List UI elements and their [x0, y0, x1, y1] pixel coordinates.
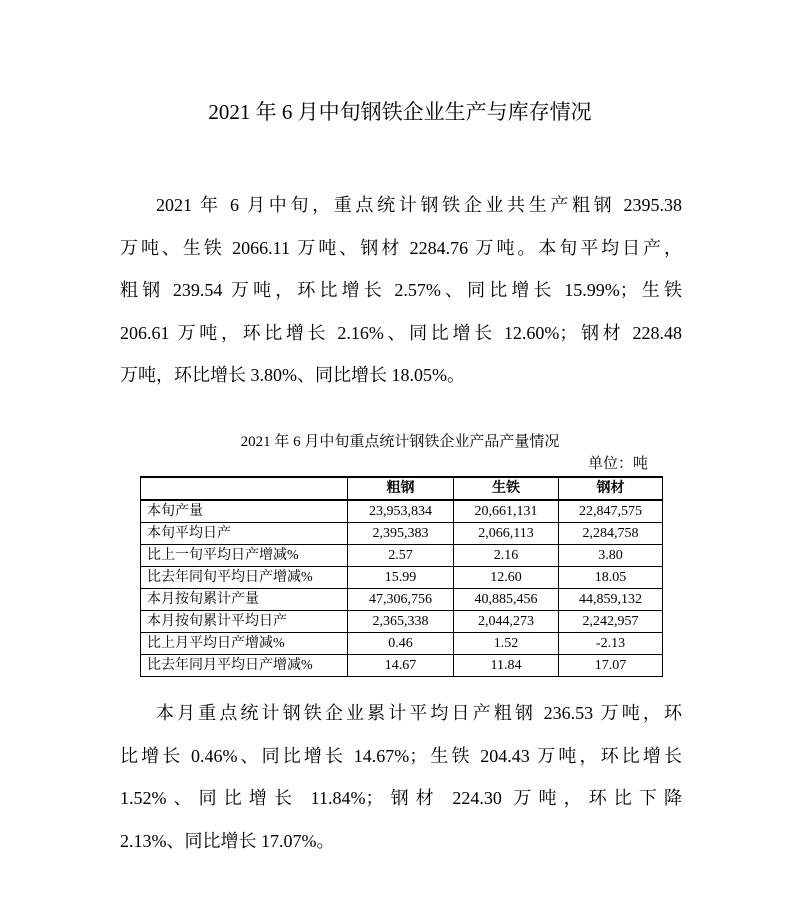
- table-row: [141, 523, 663, 545]
- table-header-cell-crude-steel: 粗钢: [348, 477, 454, 500]
- table-cell-label: 本月按旬累计平均日产: [141, 611, 348, 633]
- table-cell-value: 2.57: [348, 545, 454, 567]
- closing-paragraph: [120, 692, 682, 862]
- table-cell-value: 12.60: [454, 567, 559, 589]
- table-row: [141, 567, 663, 589]
- paragraph-line: 1.52%、同比增长 11.84%；钢材 224.30 万吨，环比下降: [120, 788, 682, 809]
- table-cell-value: 2,365,338: [348, 611, 454, 633]
- production-table: [140, 476, 663, 677]
- table-cell-value: 23,953,834: [348, 500, 454, 523]
- intro-paragraph: [120, 184, 682, 397]
- table-row: [141, 589, 663, 611]
- table-cell-label: 比上月平均日产增减%: [141, 633, 348, 655]
- paragraph-line: 206.61 万吨，环比增长 2.16%、同比增长 12.60%；钢材 228.48: [120, 322, 682, 343]
- table-cell-value: 2,242,957: [559, 611, 663, 633]
- table-cell-value: 44,859,132: [559, 589, 663, 611]
- table-cell-value: 2.16: [454, 545, 559, 567]
- paragraph-line: 2.13%、同比增长 17.07%。: [120, 830, 335, 851]
- table-cell-label: 本旬平均日产: [141, 523, 348, 545]
- table-row: [141, 500, 663, 523]
- table-cell-value: 2,066,113: [454, 523, 559, 545]
- table-header-cell-empty: [141, 477, 348, 500]
- paragraph-line: 万吨，环比增长 3.80%、同比增长 18.05%。: [120, 365, 465, 386]
- table-cell-label: 比去年同月平均日产增减%: [141, 655, 348, 677]
- table-cell-value: 2,395,383: [348, 523, 454, 545]
- table-header-cell-steel-products: 钢材: [559, 477, 663, 500]
- paragraph-line: 2021 年 6 月中旬，重点统计钢铁企业共生产粗钢 2395.38: [156, 195, 682, 215]
- table-cell-label: 本旬产量: [141, 500, 348, 523]
- table-cell-value: 0.46: [348, 633, 454, 655]
- table-row: [141, 655, 663, 677]
- table-row: [141, 611, 663, 633]
- table-cell-value: 2,284,758: [559, 523, 663, 545]
- table-cell-label: 比去年同旬平均日产增减%: [141, 567, 348, 589]
- table-cell-label: 比上一旬平均日产增减%: [141, 545, 348, 567]
- table-cell-value: 3.80: [559, 545, 663, 567]
- table-cell-value: 20,661,131: [454, 500, 559, 523]
- table-cell-value: -2.13: [559, 633, 663, 655]
- table-row: [141, 545, 663, 567]
- table-cell-value: 17.07: [559, 655, 663, 677]
- paragraph-line: 万吨、生铁 2066.11 万吨、钢材 2284.76 万吨。本旬平均日产，: [120, 237, 682, 258]
- table-row: [141, 633, 663, 655]
- table-cell-value: 47,306,756: [348, 589, 454, 611]
- table-cell-value: 18.05: [559, 567, 663, 589]
- table-header-cell-pig-iron: 生铁: [454, 477, 559, 500]
- table-cell-value: 22,847,575: [559, 500, 663, 523]
- table-cell-value: 1.52: [454, 633, 559, 655]
- table-cell-value: 2,044,273: [454, 611, 559, 633]
- unit-label: 单位：吨: [587, 456, 648, 472]
- table-cell-value: 40,885,456: [454, 589, 559, 611]
- table-caption: 2021 年 6 月中旬重点统计钢铁企业产品产量情况: [240, 434, 560, 450]
- paragraph-line: 粗钢 239.54 万吨，环比增长 2.57%、同比增长 15.99%；生铁: [120, 280, 682, 301]
- table-cell-value: 14.67: [348, 655, 454, 677]
- table-cell-value: 15.99: [348, 567, 454, 589]
- paragraph-line: 本月重点统计钢铁企业累计平均日产粗钢 236.53 万吨，环: [156, 703, 682, 723]
- table-cell-label: 本月按旬累计产量: [141, 589, 348, 611]
- table-header-row: [141, 477, 663, 500]
- table-cell-value: 11.84: [454, 655, 559, 677]
- paragraph-line: 比增长 0.46%、同比增长 14.67%；生铁 204.43 万吨，环比增长: [120, 745, 682, 766]
- document-title: 2021 年 6 月中旬钢铁企业生产与库存情况: [208, 100, 592, 124]
